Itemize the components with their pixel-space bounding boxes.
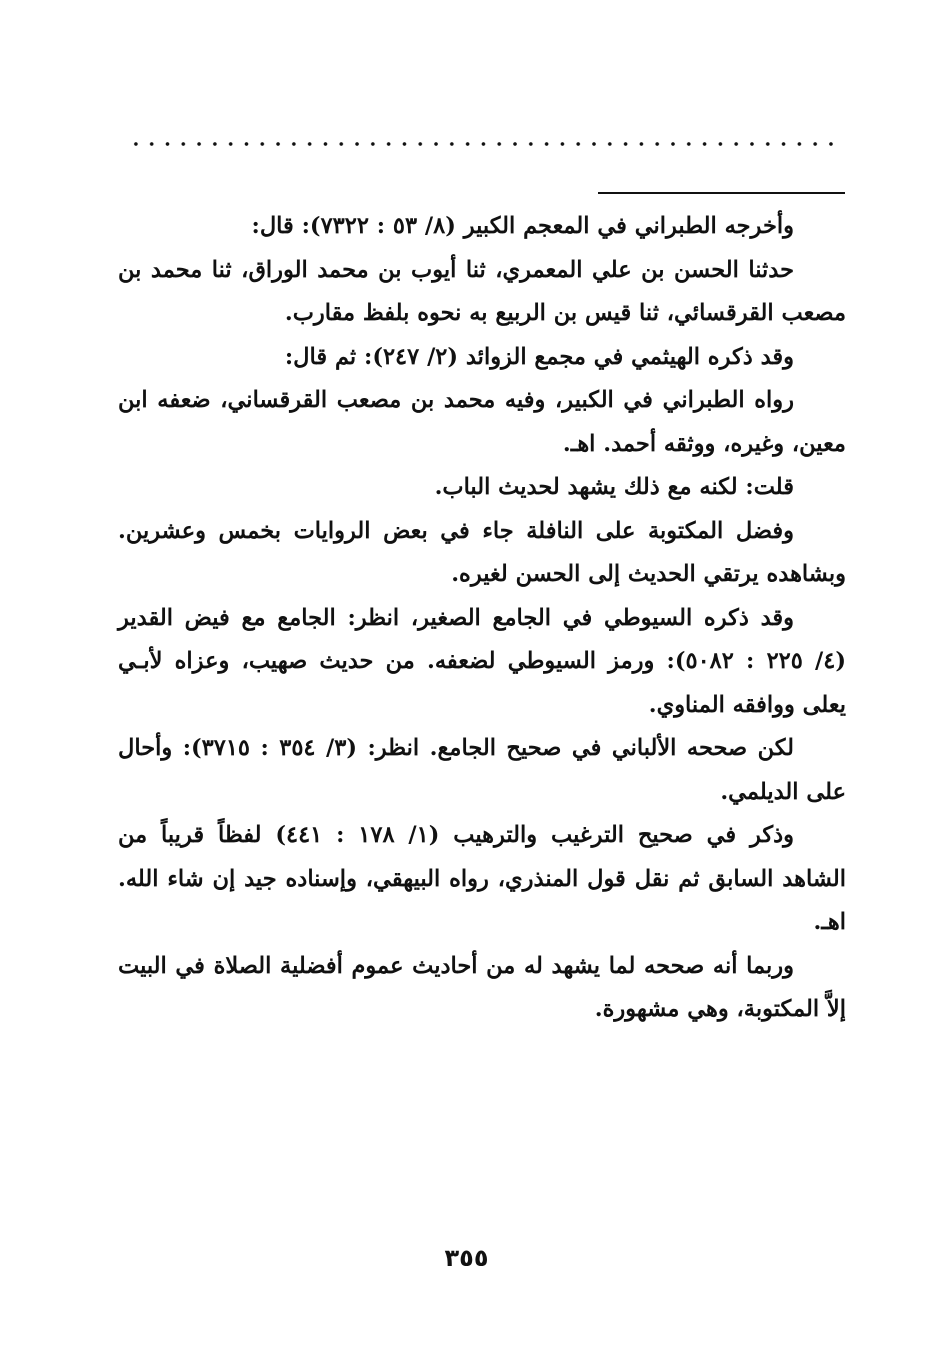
paragraph-haythami-source: وقد ذكره الهيثمي في مجمع الزوائد (٢/ ٢٤٧): ثم قال: — [284, 343, 794, 370]
paragraph-author-note: قلت: لكنه مع ذلك يشهد لحديث الباب. — [434, 474, 794, 500]
paragraph-obligatory-prayer: وفضل المكتوبة على النافلة جاء في بعض الروايات بخمس وعشرين. وبشاهده يرتقي الحديث إلى الحسن لغيره. — [118, 517, 846, 587]
paragraph-suyuti: وقد ذكره السيوطي في الجامع الصغير، انظر: الجامع مع فيض القدير (٤/ ٢٢٥ : ٥٠٨٢): ورمز السيوطي لضعفه. من حديث صهيب، وعزاه لأبـي يعلى ووافقه المناوي. — [118, 604, 846, 718]
dotted-separator — [128, 138, 840, 150]
paragraph-targhib: وذكر في صحيح الترغيب والترهيب (١/ ١٧٨ : ٤٤١) لفظاً قريباً من الشاهد السابق ثم نقل قول المنذري، رواه البيهقي، وإسناده جيد إن شاء الله. اهـ. — [118, 822, 846, 935]
paragraph-isnad: حدثنا الحسن بن علي المعمري، ثنا أيوب بن محمد الوراق، ثنا محمد بن مصعب القرقسائي، ثنا قيس بن الربيع به نحوه بلفظ مقارب. — [118, 256, 846, 326]
paragraph-conclusion: وربما أنه صححه لما يشهد له من أحاديث عموم أفضلية الصلاة في البيت إلاَّ المكتوبة، وهي مشهورة. — [118, 952, 846, 1022]
paragraph-albani: لكن صححه الألباني في صحيح الجامع. انظر: (٣/ ٣٥٤ : ٣٧١٥): وأحال على الديلمي. — [118, 735, 846, 805]
footnote-rule — [598, 192, 845, 194]
paragraph-tabarani-source: وأخرجه الطبراني في المعجم الكبير (٨/ ٥٣ : ٧٣٢٢): قال: — [251, 213, 794, 239]
footnote-text — [118, 205, 846, 1032]
page-number: ٣٥٥ — [444, 1244, 489, 1272]
paragraph-haythami-quote: رواه الطبراني في الكبير، وفيه محمد بن مصعب القرقساني، ضعفه ابن معين، وغيره، ووثقه أحمد. اهـ. — [118, 387, 846, 457]
